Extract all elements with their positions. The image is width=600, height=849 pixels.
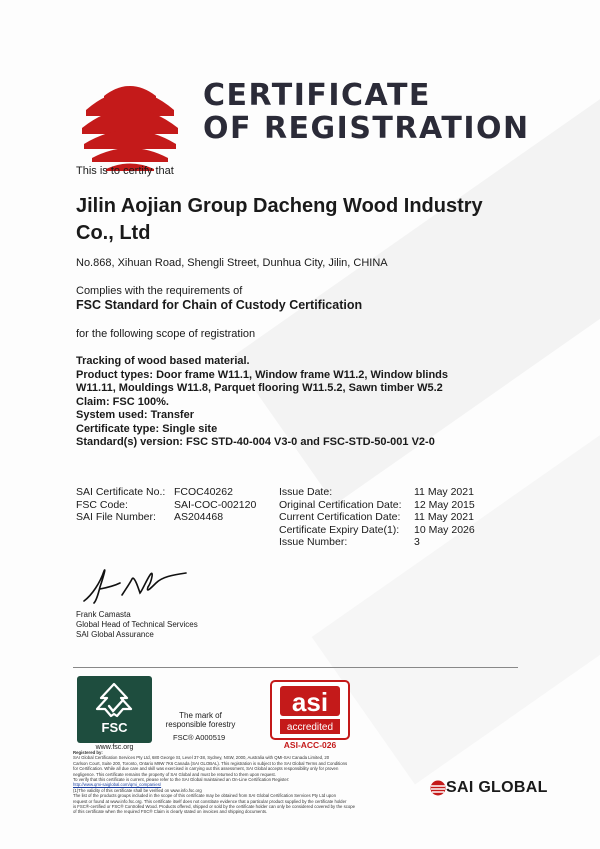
value-original-certification-date: 12 May 2015 bbox=[414, 498, 475, 511]
sai-globe-logo bbox=[80, 68, 180, 172]
info-left-labels bbox=[76, 486, 165, 524]
fsc-tree-check-icon bbox=[77, 676, 152, 743]
company-name-line-2: Co., Ltd bbox=[76, 222, 151, 244]
mark-text-1: The mark of bbox=[179, 711, 222, 720]
standard-name: FSC Standard for Chain of Custody Certification bbox=[76, 298, 363, 312]
register-link[interactable]: http://www.qmi-saiglobal.com/qmi_companies/ bbox=[73, 782, 162, 788]
scope-intro: for the following scope of registration bbox=[76, 328, 256, 340]
certificate-title bbox=[203, 79, 530, 145]
asi-accredited-logo bbox=[270, 680, 350, 740]
scope-line: Product types: Door frame W11.1, Window frame W11.2, Window blinds bbox=[76, 368, 449, 381]
value-certificate-expiry-date: 10 May 2026 bbox=[414, 523, 475, 536]
sai-global-mark-icon bbox=[430, 780, 446, 796]
fine-print-line: Registered by: bbox=[73, 750, 103, 755]
fsc-logo-label: FSC bbox=[101, 720, 128, 735]
info-left-values bbox=[174, 486, 256, 524]
fine-print-line: for Certification. While all due care and skill was exercised in carrying out this assessment, SAI Global accepts responsibility only for proven bbox=[73, 766, 339, 772]
value-issue-date: 11 May 2021 bbox=[414, 486, 474, 498]
certify-text: This is to certify that bbox=[76, 165, 174, 177]
fine-print-line: is FSC®-certified or FSC® Controlled Wood. Products offered, shipped or sold by the certificate holder can only be considered covered by the scope bbox=[73, 804, 356, 810]
scope-line: W11.11, Mouldings W11.8, Parquet flooring W11.5.2, Sawn timber W5.2 bbox=[76, 382, 443, 394]
signatory-title: Global Head of Technical Services bbox=[76, 620, 198, 629]
scope-line: Tracking of wood based material. bbox=[76, 355, 250, 367]
label-certificate-expiry-date: Certificate Expiry Date(1): bbox=[279, 523, 400, 536]
value-fsc-code: SAI-COC-002120 bbox=[174, 498, 257, 511]
fine-print-line: request or found at www.info.fsc.org. This certificate itself does not constitute evidence that a particular product supplied by the certificate holder bbox=[73, 798, 347, 804]
fine-print-line: Carlson Court, Suite 200, Toronto, Ontario M9W 7K6 Canada (SAI GLOBAL). This registration is subject to the SAI Global Terms and Conditions bbox=[73, 760, 348, 766]
value-issue-number: 3 bbox=[414, 536, 420, 548]
fine-print-line: of this certificate when the required FSC® Claim is clearly stated on invoices and shipping documents. bbox=[73, 809, 268, 815]
fsc-license-code: FSC® A000519 bbox=[173, 733, 226, 742]
label-current-certification-date: Current Certification Date: bbox=[279, 511, 401, 523]
fine-print-line: negligence. This certificate remains the property of SAI Global and must be returned to them upon request. bbox=[73, 771, 276, 777]
scope-line: Certificate type: Single site bbox=[76, 422, 218, 435]
accredited-text: accredited bbox=[286, 722, 334, 733]
sai-global-brand bbox=[446, 779, 548, 797]
title-line-2: OF REGISTRATION bbox=[203, 111, 530, 146]
asi-accreditation-id: ASI-ACC-026 bbox=[283, 740, 337, 750]
value-current-certification-date: 11 May 2021 bbox=[414, 511, 474, 523]
signature bbox=[82, 565, 192, 605]
scope-line: System used: Transfer bbox=[76, 409, 194, 421]
info-right-values bbox=[414, 486, 475, 549]
complies-block bbox=[76, 284, 362, 312]
scope-line: Standard(s) version: FSC STD-40-004 V3-0 and FSC-STD-50-001 V2-0 bbox=[76, 436, 435, 448]
label-sai-certificate-no: SAI Certificate No.: bbox=[76, 486, 166, 498]
company-name bbox=[76, 193, 546, 247]
label-sai-file-number: SAI File Number: bbox=[76, 511, 156, 523]
fine-print-line: To verify that this certificate is current, please refer to the SAI Global maintained an On-Line Certification Register: bbox=[73, 777, 290, 783]
label-original-certification-date: Original Certification Date: bbox=[279, 498, 402, 511]
signatory-block bbox=[76, 610, 198, 640]
info-right-labels bbox=[279, 486, 402, 549]
signatory-name: Frank Camasta bbox=[76, 610, 131, 619]
divider bbox=[73, 667, 518, 668]
sai-global-wordmark: SAI GLOBAL bbox=[446, 779, 548, 796]
fsc-mark-text bbox=[163, 711, 238, 729]
company-address: No.868, Xihuan Road, Shengli Street, Dunhua City, Jilin, CHINA bbox=[76, 257, 388, 269]
value-sai-certificate-no: FCOC40262 bbox=[174, 486, 233, 498]
fine-print-line: (1)The validity of this certificate shall be verified on www.info.fsc.org bbox=[73, 787, 202, 793]
signatory-org: SAI Global Assurance bbox=[76, 630, 154, 639]
complies-intro: Complies with the requirements of bbox=[76, 285, 243, 297]
label-issue-date: Issue Date: bbox=[279, 486, 333, 498]
fsc-url: www.fsc.org bbox=[95, 744, 134, 751]
scope-line: Claim: FSC 100%. bbox=[76, 395, 169, 408]
fine-print-line: The list of the products groups included in the scope of this certificate may be obtained from SAI Global Certification Services Pty Ltd upon bbox=[73, 793, 336, 799]
company-name-line-1: Jilin Aojian Group Dacheng Wood Industry bbox=[76, 195, 483, 217]
fine-print-line: SAI Global Certification Services Pty Ltd, 680 George St, Level 37-38, Sydney, NSW, 2000, Australia with QMI-SAI Canada Limited, 20 bbox=[73, 755, 330, 761]
scope-details bbox=[76, 355, 531, 450]
asi-text: asi bbox=[291, 687, 329, 717]
mark-text-2: responsible forestry bbox=[165, 720, 236, 729]
value-sai-file-number: AS204468 bbox=[174, 511, 224, 523]
label-fsc-code: FSC Code: bbox=[76, 498, 128, 511]
fsc-logo bbox=[77, 676, 152, 743]
label-issue-number: Issue Number: bbox=[279, 536, 348, 548]
title-line-1: CERTIFICATE bbox=[203, 78, 431, 113]
